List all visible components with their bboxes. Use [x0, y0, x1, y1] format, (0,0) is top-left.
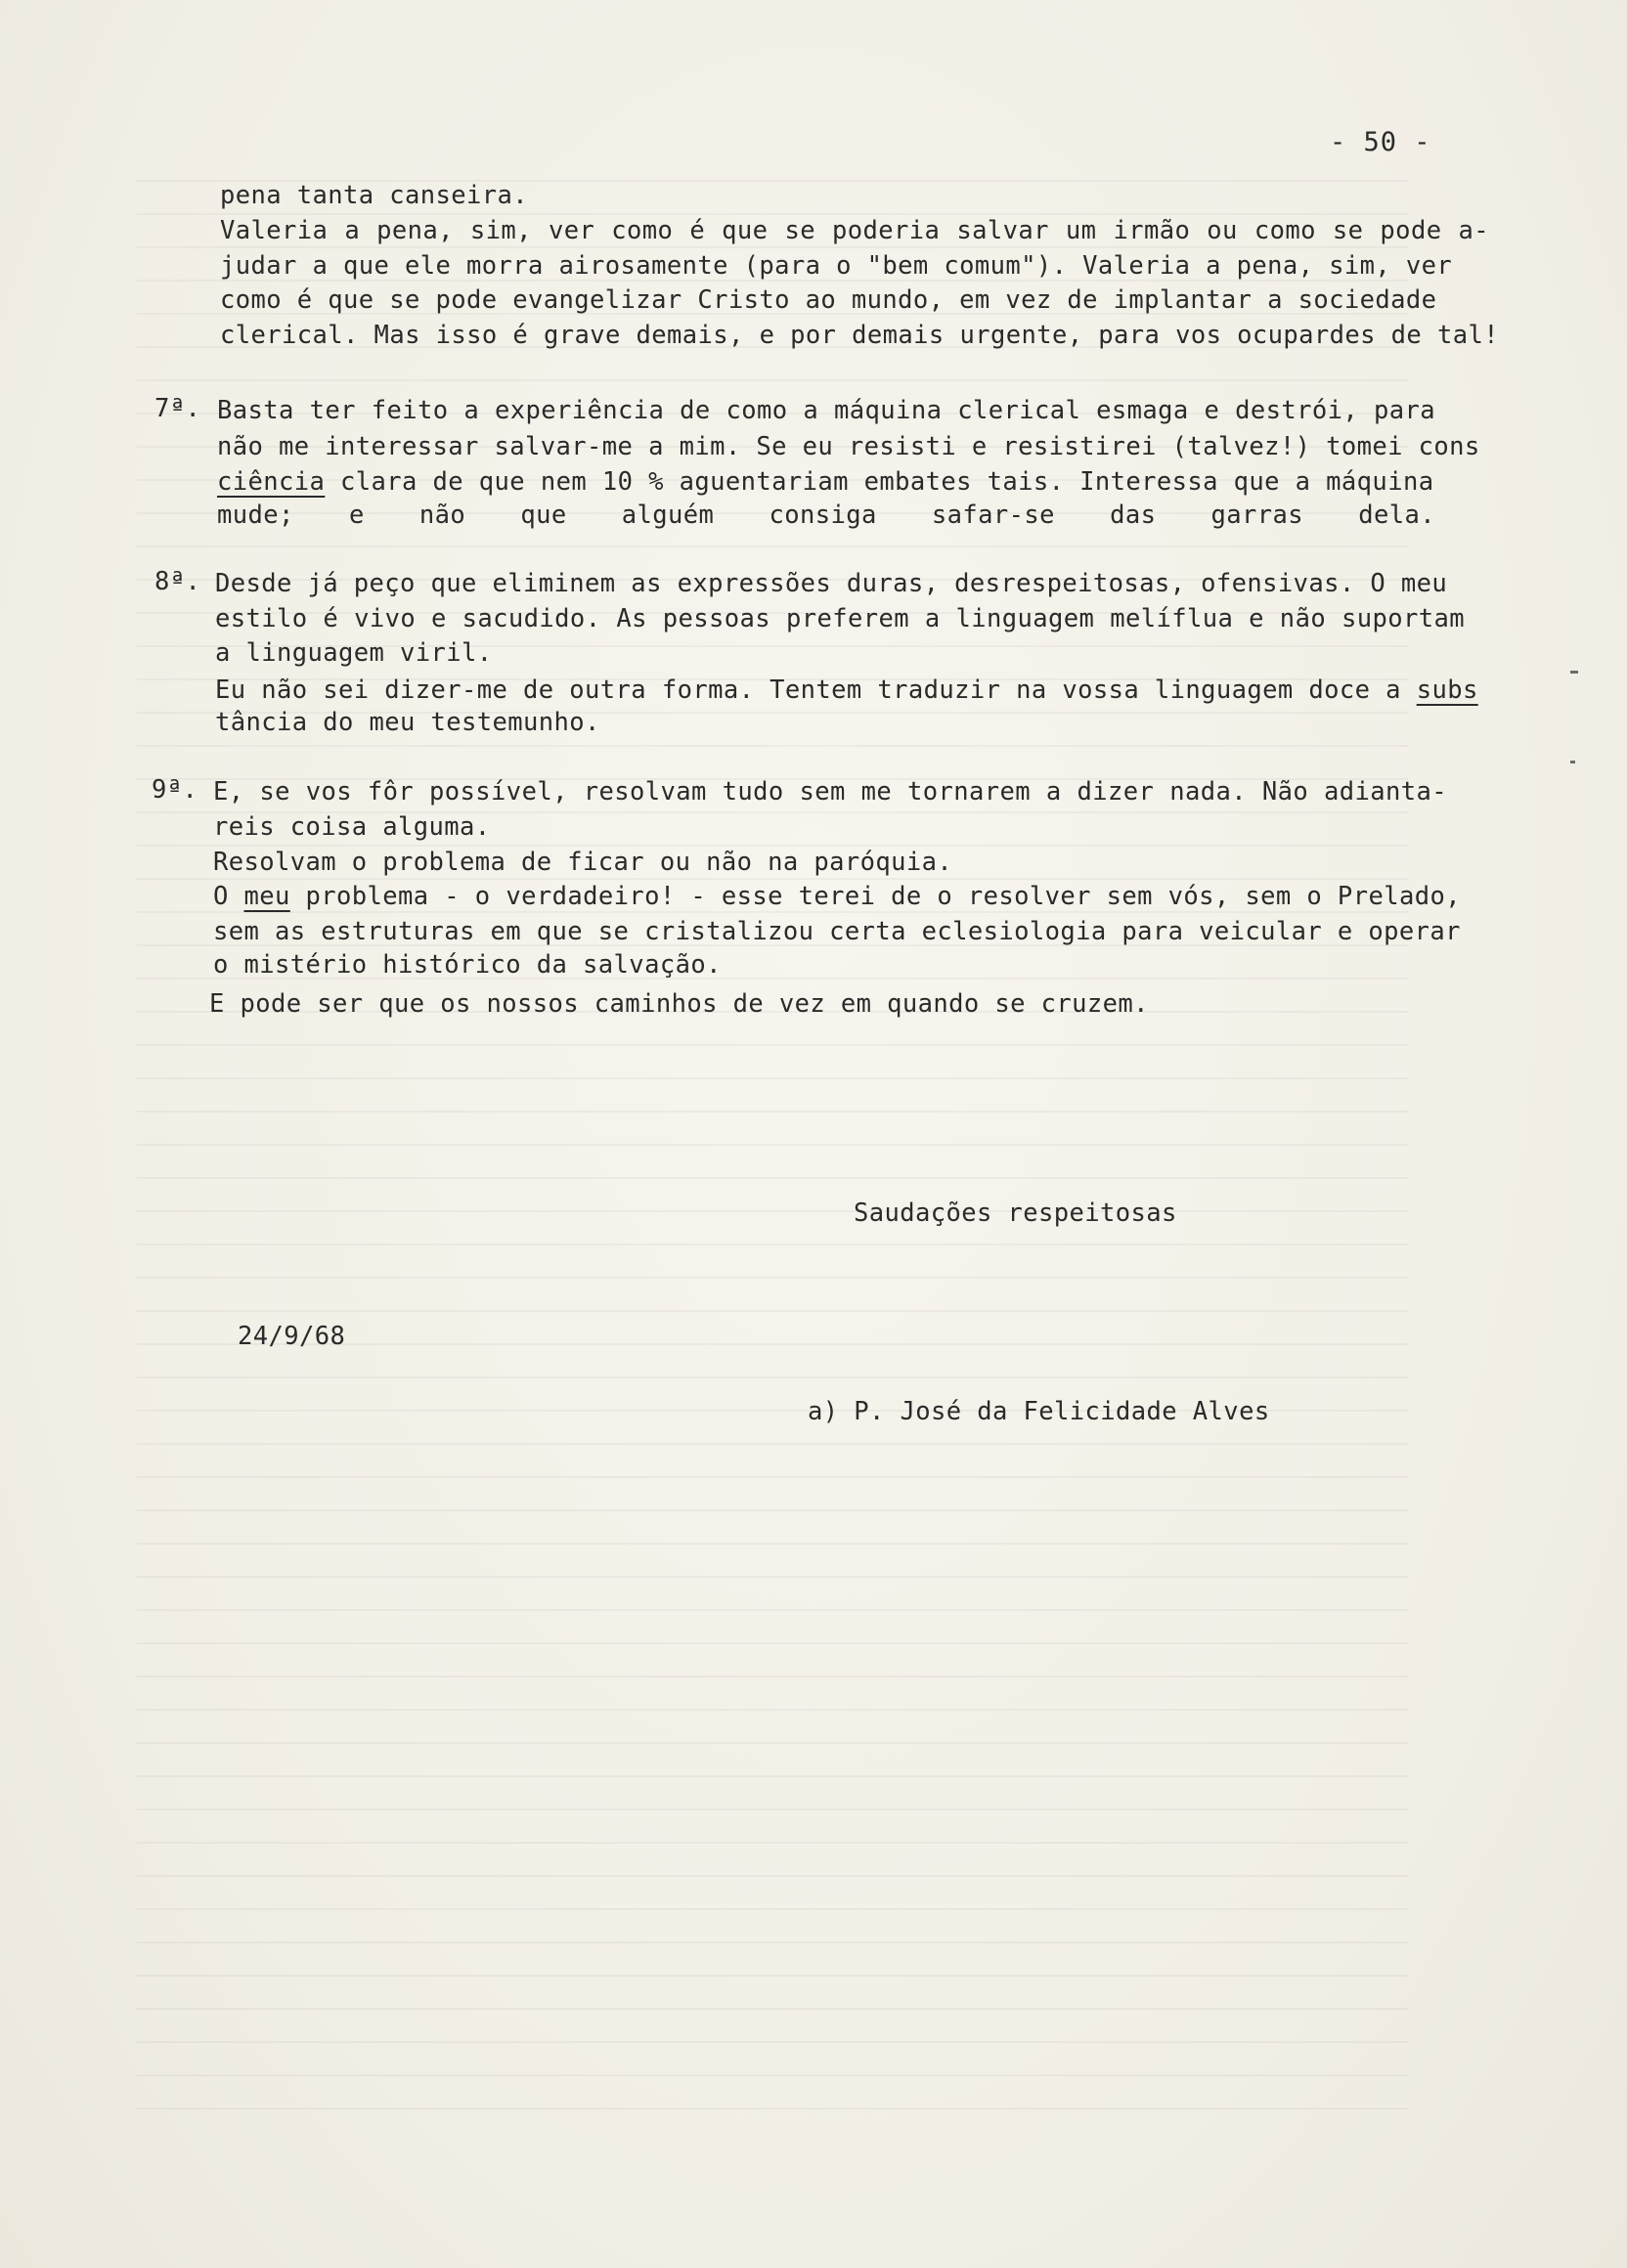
text-line: judar a que ele morra airosamente (para o "bem comum"). Valeria a pena, sim, ver: [220, 251, 1453, 281]
text-line: Basta ter feito a experiência de como a máquina clerical esmaga e destrói, para: [217, 396, 1435, 425]
text-line: E pode ser que os nossos caminhos de vez em quando se cruzem.: [209, 989, 1149, 1019]
text-line: reis coisa alguma.: [213, 812, 491, 842]
date: 24/9/68: [238, 1322, 346, 1351]
text-line: Valeria a pena, sim, ver como é que se poderia salvar um irmão ou como se pode a-: [220, 216, 1489, 245]
underlined-word: subs: [1416, 676, 1478, 705]
text-line: sem as estruturas em que se cristalizou certa eclesiologia para veicular e operar: [213, 917, 1461, 946]
scan-mark: [1570, 761, 1575, 763]
item-number: 8ª.: [154, 567, 201, 596]
text-line: estilo é vivo e sacudido. As pessoas preferem a linguagem melíflua e não suportam: [215, 604, 1465, 633]
salutation: Saudações respeitosas: [854, 1199, 1177, 1228]
text-line: clerical. Mas isso é grave demais, e por demais urgente, para vos ocupardes de tal!: [220, 321, 1499, 350]
text-line: E, se vos fôr possível, resolvam tudo sem me tornarem a dizer nada. Não adianta-: [213, 777, 1447, 807]
underlined-word: meu: [243, 882, 290, 911]
text-line: a linguagem viril.: [215, 638, 493, 668]
text-line: Desde já peço que eliminem as expressões duras, desrespeitosas, ofensivas. O meu: [215, 569, 1448, 598]
page-number: - 50 -: [1330, 127, 1431, 157]
text-line: não me interessar salvar-me a mim. Se eu resisti e resistirei (talvez!) tomei cons: [217, 432, 1480, 461]
item-number: 9ª.: [152, 775, 198, 805]
text-line: mude; e não que alguém consiga safar-se das garras dela.: [217, 501, 1435, 530]
text-line: tância do meu testemunho.: [215, 708, 600, 737]
text-line: o mistério histórico da salvação.: [213, 950, 722, 980]
text-line: ciência clara de que nem 10 % aguentariam embates tais. Interessa que a máquina: [217, 467, 1434, 497]
item-number: 7ª.: [154, 394, 201, 423]
text-line: Eu não sei dizer-me de outra forma. Tentem traduzir na vossa linguagem doce a subs: [215, 676, 1478, 705]
scan-mark: [1570, 671, 1578, 674]
text-line: como é que se pode evangelizar Cristo ao mundo, em vez de implantar a sociedade: [220, 285, 1437, 315]
text-line: Resolvam o problema de ficar ou não na paróquia.: [213, 848, 953, 877]
underlined-word: ciência: [217, 467, 326, 497]
text-line: pena tanta canseira.: [220, 181, 529, 210]
signature: a) P. José da Felicidade Alves: [808, 1397, 1270, 1426]
text-line: O meu problema - o verdadeiro! - esse terei de o resolver sem vós, sem o Prelado,: [213, 882, 1461, 911]
